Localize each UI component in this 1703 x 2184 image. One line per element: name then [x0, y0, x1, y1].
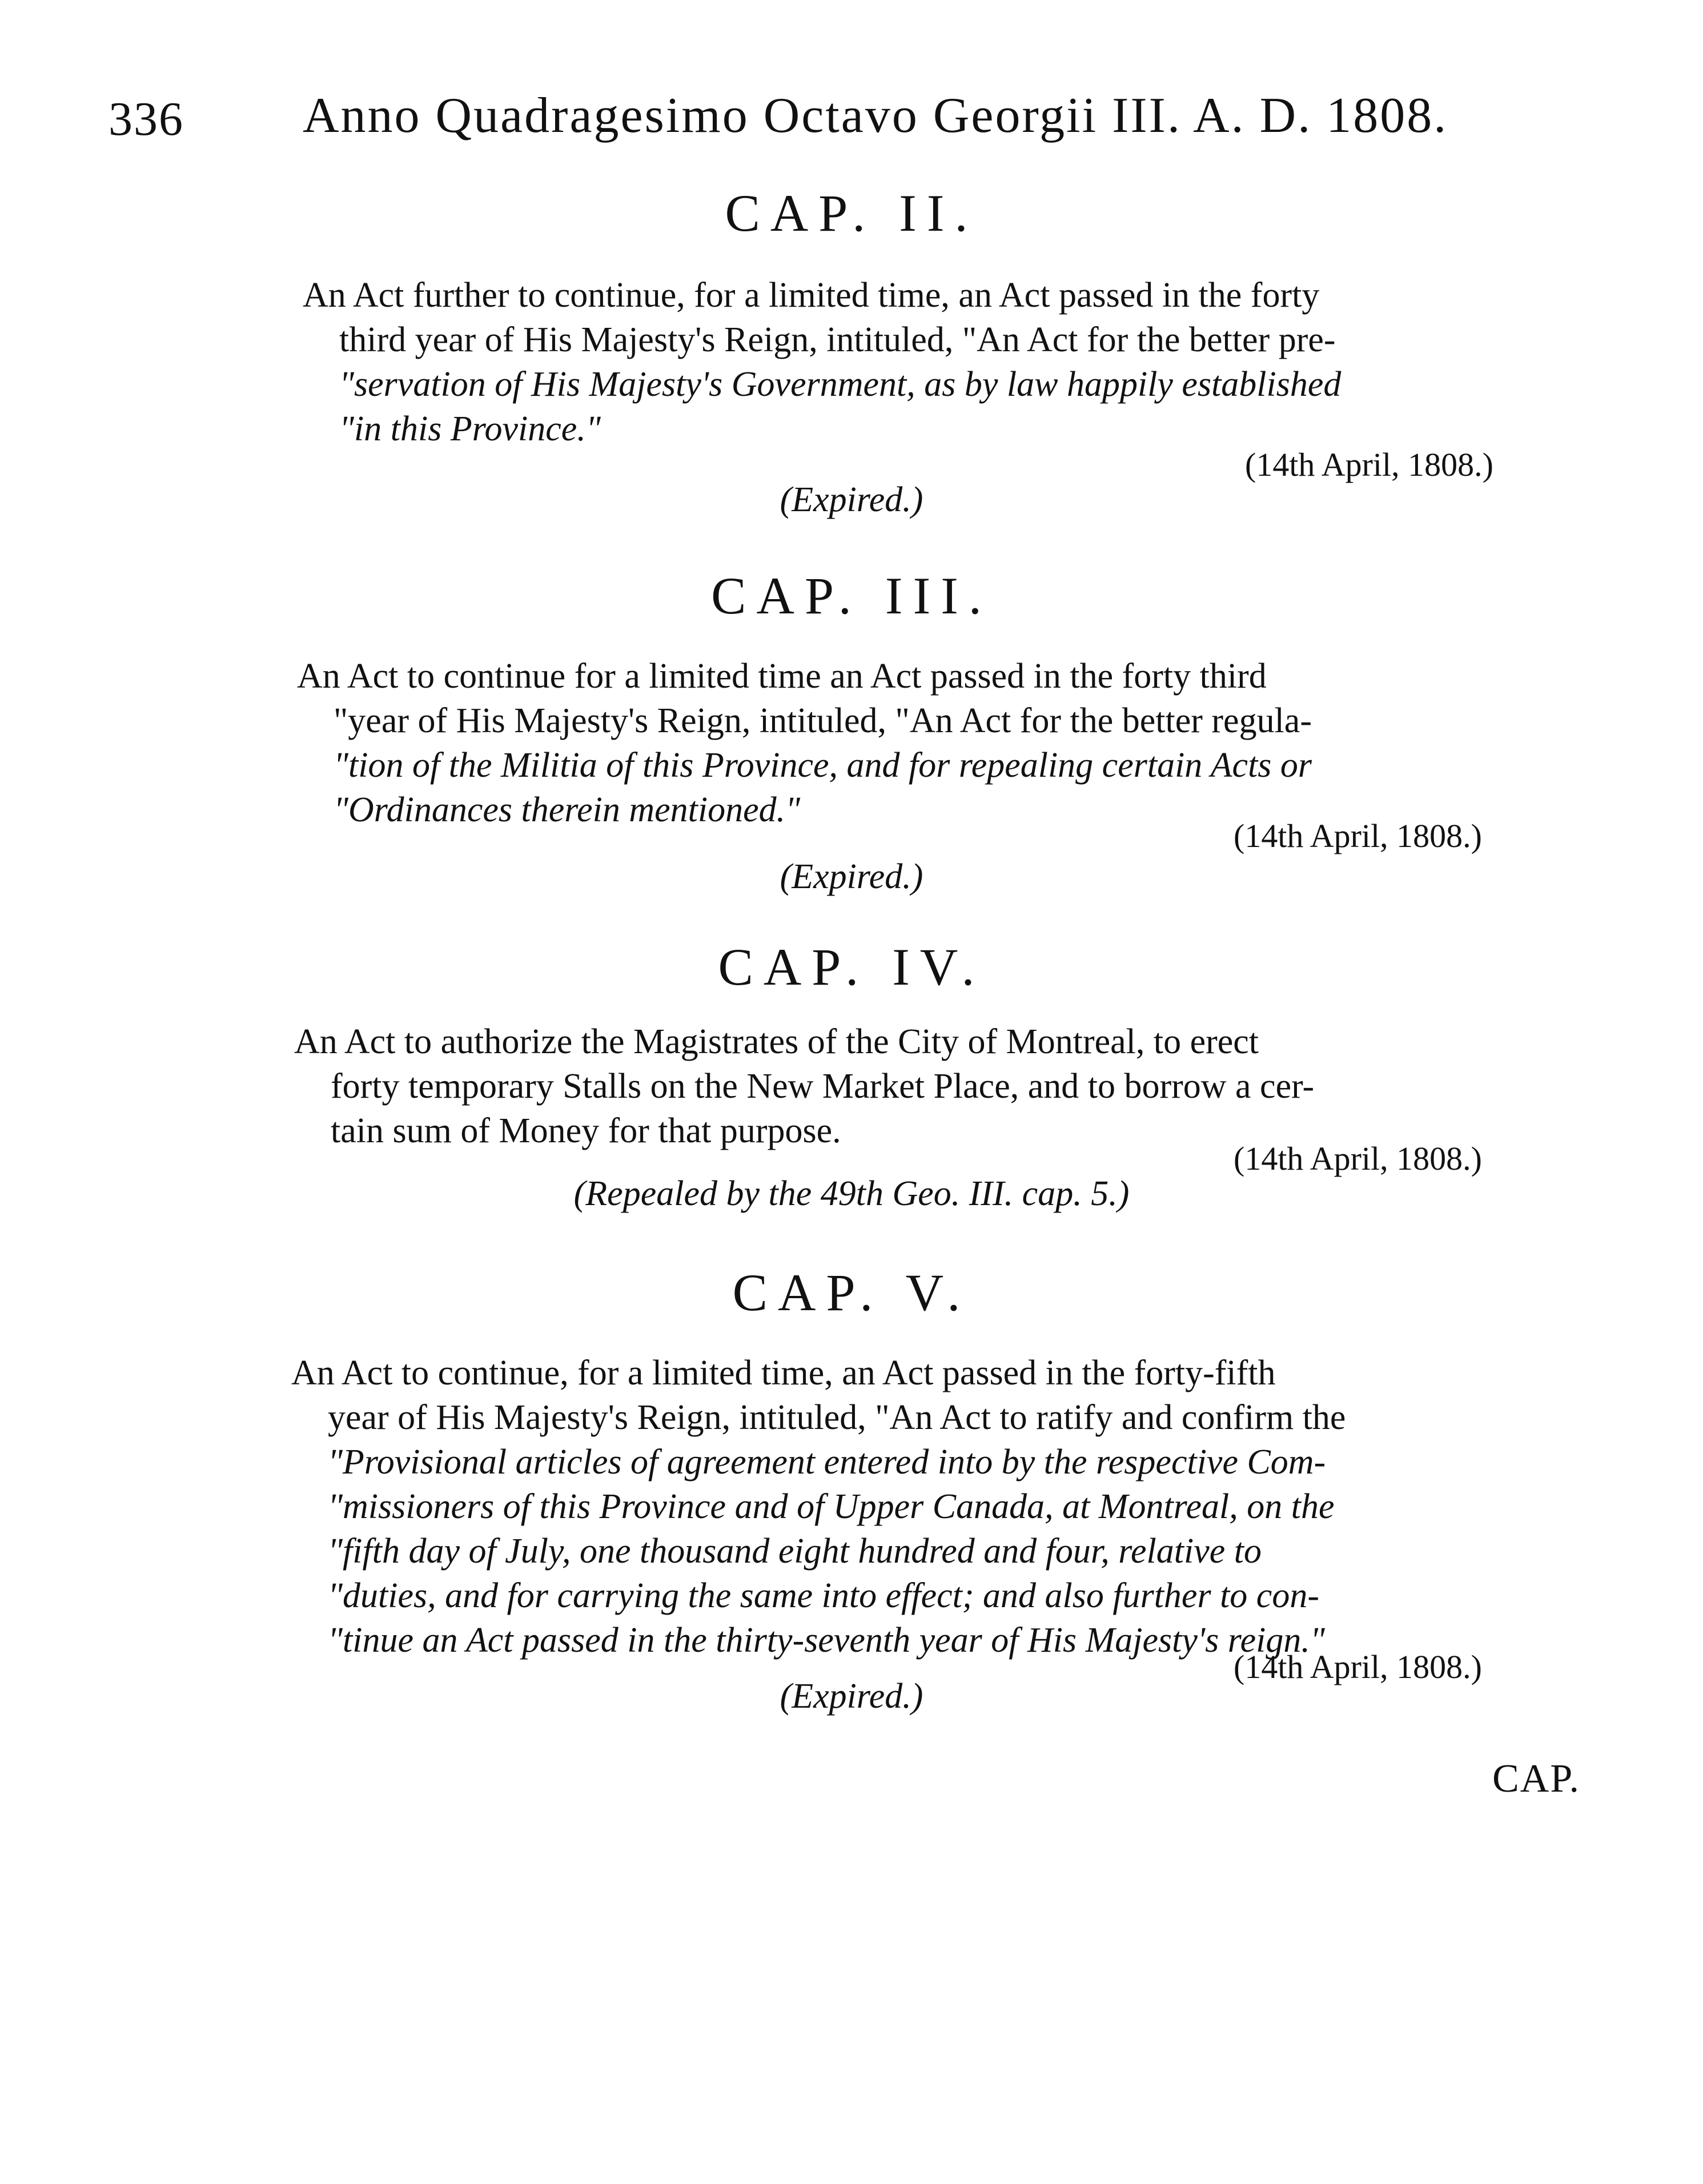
cap-heading: CAP. II.	[725, 184, 978, 242]
act-text	[291, 1351, 1605, 1663]
act-line: An Act further to continue, for a limited time, an Act passed in the forty	[303, 276, 1320, 315]
cap-heading: CAP. IV.	[718, 938, 985, 996]
act-line: An Act to continue, for a limited time, an Act passed in the forty-fifth	[291, 1354, 1276, 1392]
catchword: CAP.	[1492, 1757, 1580, 1801]
act-line: "tinue an Act passed in the thirty-seventh year of His Majesty's reign."	[328, 1621, 1325, 1660]
act-text	[297, 654, 1610, 832]
act-line: forty temporary Stalls on the New Market Place, and to borrow a cer-	[331, 1067, 1315, 1106]
act-line: "year of His Majesty's Reign, intituled, "An Act for the better regula-	[334, 701, 1312, 740]
running-title: Anno Quadragesimo Octavo Georgii III. A. D. 1808.	[303, 88, 1448, 143]
act-date: (14th April, 1808.)	[1234, 817, 1482, 854]
cap-heading: CAP. V.	[732, 1263, 971, 1322]
act-date: (14th April, 1808.)	[1234, 1648, 1482, 1685]
act-status: (Repealed by the 49th Geo. III. cap. 5.)	[573, 1174, 1130, 1213]
act-line: "duties, and for carrying the same into effect; and also further to con-	[328, 1576, 1319, 1615]
act-status: (Expired.)	[780, 1677, 923, 1716]
act-line: "servation of His Majesty's Government, as by law happily established	[339, 365, 1341, 404]
act-status: (Expired.)	[780, 480, 923, 519]
act-date: (14th April, 1808.)	[1234, 1140, 1482, 1177]
act-line: "fifth day of July, one thousand eight hundred and four, relative to	[328, 1532, 1262, 1571]
act-line: "Provisional articles of agreement entered into by the respective Com-	[328, 1443, 1326, 1482]
act-line: tain sum of Money for that purpose.	[331, 1111, 841, 1150]
act-date: (14th April, 1808.)	[1245, 446, 1493, 483]
running-head	[109, 88, 1616, 160]
act-line: "tion of the Militia of this Province, and for repealing certain Acts or	[334, 746, 1312, 785]
act-text	[294, 1019, 1608, 1153]
cap-heading: CAP. III.	[711, 567, 992, 625]
act-status: (Expired.)	[780, 857, 923, 896]
act-text	[303, 273, 1616, 451]
act-line: third year of His Majesty's Reign, intituled, "An Act for the better pre-	[339, 320, 1336, 359]
act-line: "Ordinances therein mentioned."	[334, 790, 801, 829]
act-line: "in this Province."	[339, 410, 601, 448]
act-line: year of His Majesty's Reign, intituled, "An Act to ratify and confirm the	[328, 1398, 1346, 1437]
act-line: An Act to continue for a limited time an Act passed in the forty third	[297, 657, 1267, 696]
page-number: 336	[109, 93, 184, 146]
act-line: An Act to authorize the Magistrates of the City of Montreal, to erect	[294, 1022, 1259, 1061]
act-line: "missioners of this Province and of Upper Canada, at Montreal, on the	[328, 1487, 1335, 1526]
